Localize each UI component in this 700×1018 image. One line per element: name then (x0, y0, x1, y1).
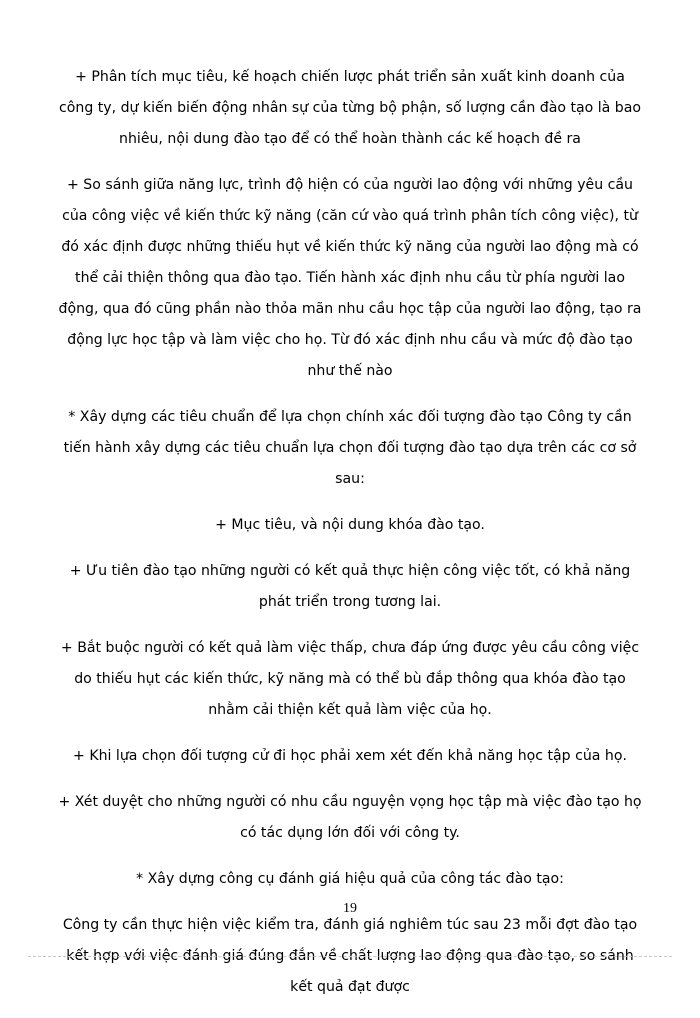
paragraph-6: + Bắt buộc người có kết quả làm việc thấp, chưa đáp ứng được yêu cầu công việc do thiếu hụt các kiến thức, kỹ năng mà có thể bù đắp thông qua khóa đào tạo nhằm cải thiện kết quả làm việc của họ. (60, 640, 640, 718)
page-number: 19 (343, 901, 357, 916)
paragraph-4: + Mục tiêu, và nội dung khóa đào tạo. (215, 517, 485, 533)
paragraph-8: + Xét duyệt cho những người có nhu cầu nguyện vọng học tập mà việc đào tạo họ có tác dụng lớn đối với công ty. (58, 794, 642, 841)
paragraph-7: + Khi lựa chọn đối tượng cử đi học phải xem xét đến khả năng học tập của họ. (73, 748, 627, 764)
page-bottom-divider (28, 956, 672, 957)
paragraph-2: + So sánh giữa năng lực, trình độ hiện có của người lao động với những yêu cầu của công việc về kiến thức kỹ năng (căn cứ vào quá trình phân tích công việc), từ đó xác định được những thiếu hụt về kiến thức kỹ năng của người lao động mà có thể cải thiện thông qua đào tạo. Tiến hành xác định nhu cầu từ phía người lao động, qua đó cũng phần nào thỏa mãn nhu cầu học tập của người lao động, tạo ra động lực học tập và làm việc cho họ. Từ đó xác định nhu cầu và mức độ đào tạo như thế nào (58, 177, 642, 379)
paragraph-9: * Xây dựng công cụ đánh giá hiệu quả của công tác đào tạo: (136, 871, 564, 887)
paragraph-3: * Xây dựng các tiêu chuẩn để lựa chọn chính xác đối tượng đào tạo Công ty cần tiến hành xây dựng các tiêu chuẩn lựa chọn đối tượng đào tạo dựa trên các cơ sở sau: (63, 409, 637, 487)
paragraph-1: + Phân tích mục tiêu, kế hoạch chiến lược phát triển sản xuất kinh doanh của công ty, dự kiến biến động nhân sự của từng bộ phận, số lượng cần đào tạo là bao nhiêu, nội dung đào tạo để có thể hoàn thành các kế hoạch đề ra (59, 69, 641, 147)
paragraph-10: Công ty cần thực hiện việc kiểm tra, đánh giá nghiêm túc sau 23 mỗi đợt đào tạo kết hợp với việc đánh giá đúng đắn về chất lượng lao động qua đào tạo, so sánh kết quả đạt được (62, 917, 638, 995)
paragraph-5: + Ưu tiên đào tạo những người có kết quả thực hiện công việc tốt, có khả năng phát triển trong tương lai. (69, 563, 631, 610)
body-text (58, 62, 642, 1018)
